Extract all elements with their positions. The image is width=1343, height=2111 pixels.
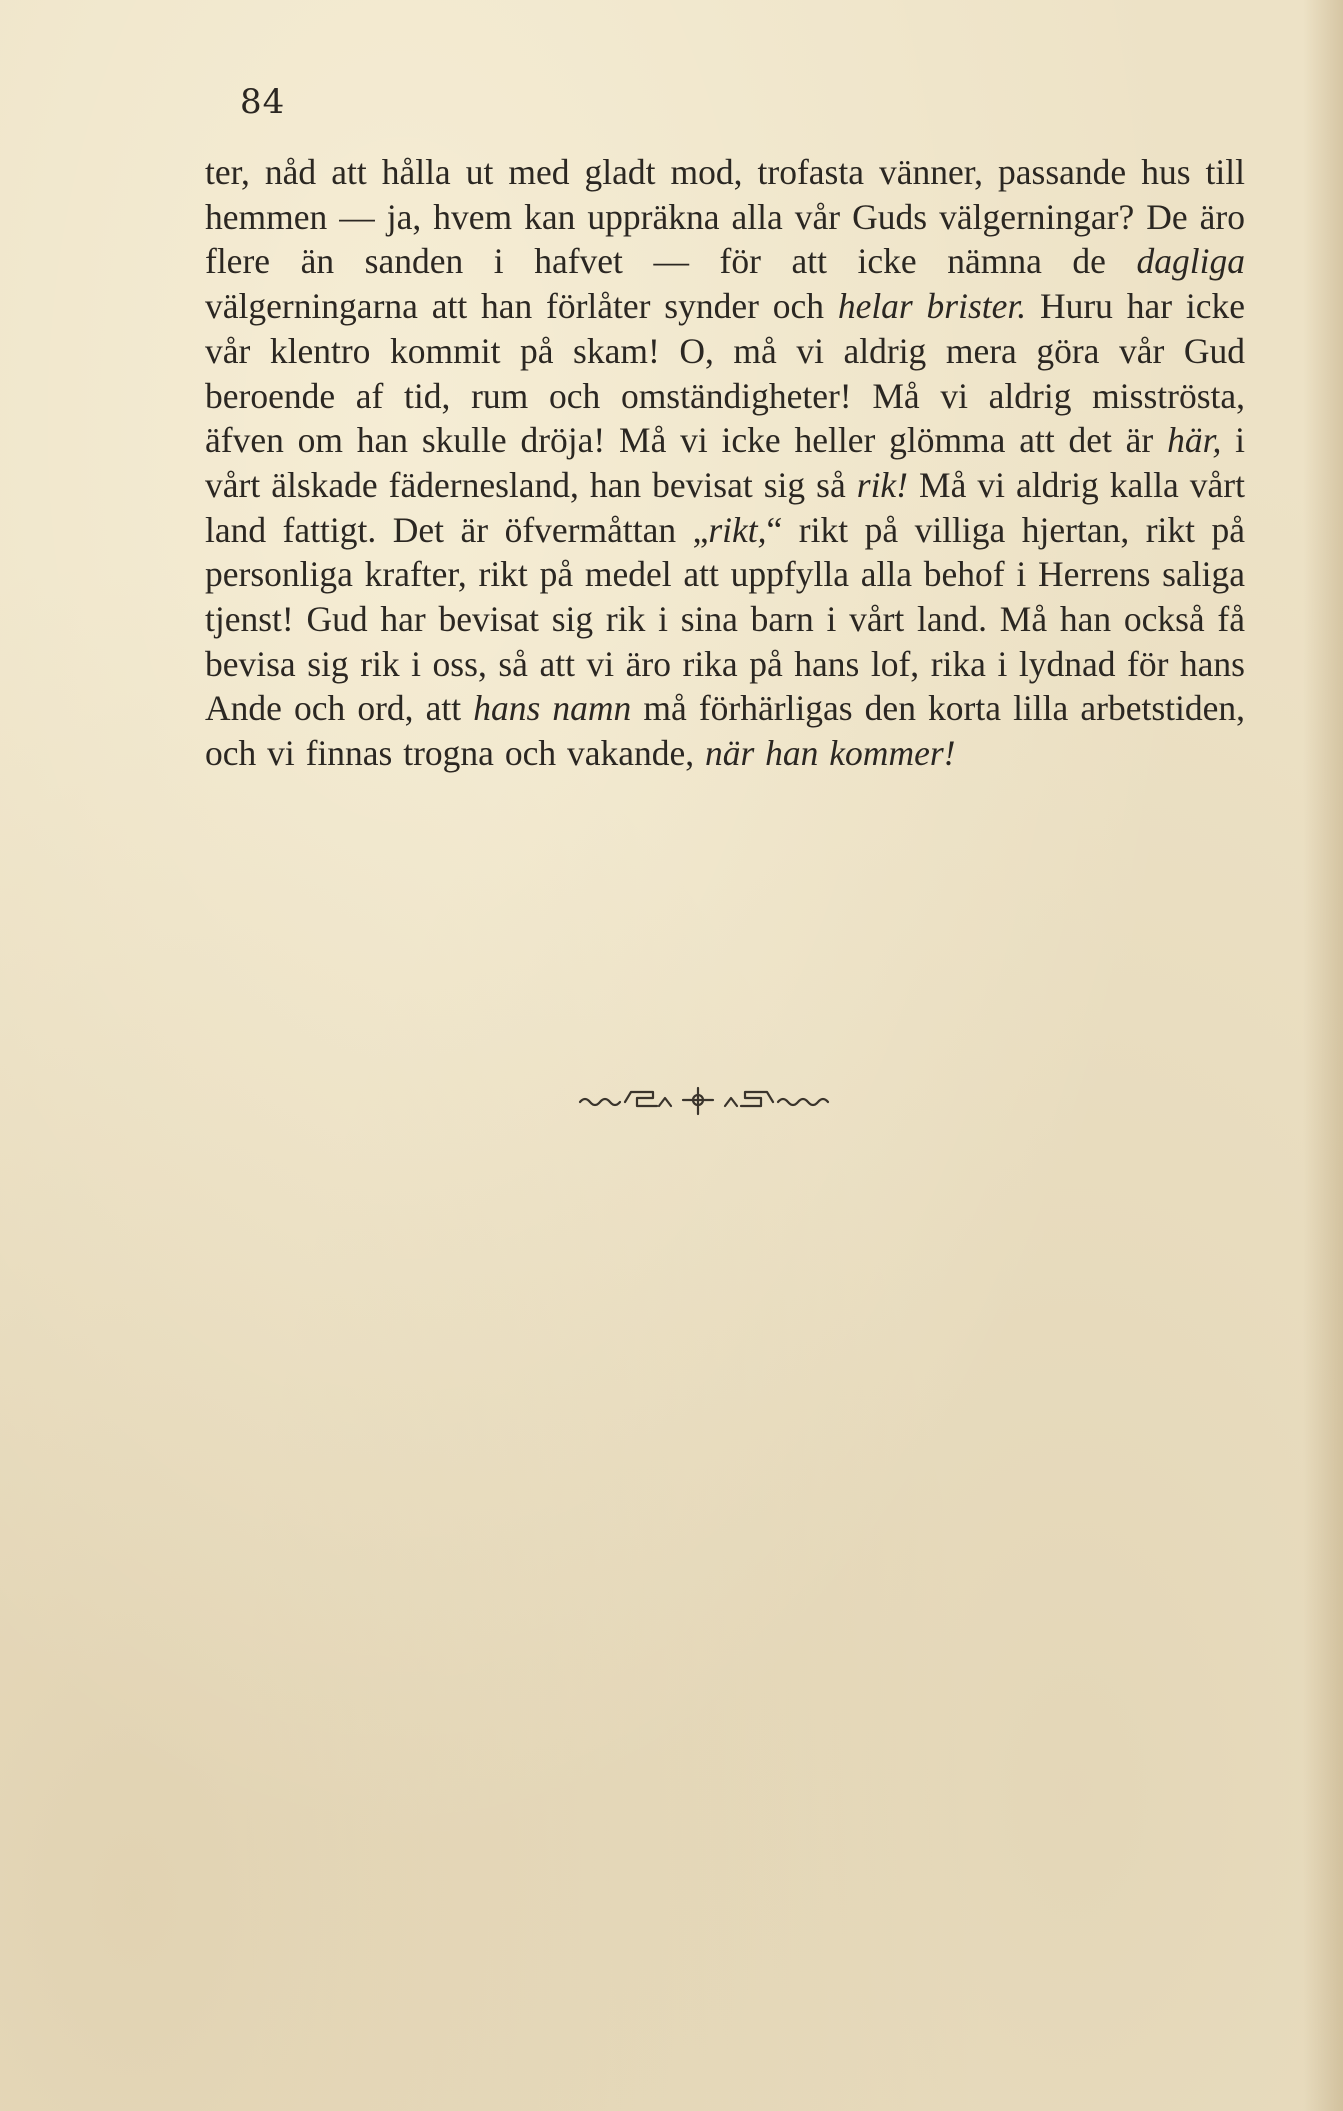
italic-text-run: rikt, [708, 509, 767, 550]
text-run: Huru har icke vår klentro kommit på skam! O, må vi aldrig mera göra vår Gud beroende af tid, rum och omständigheter! Må vi aldrig misströsta, äfven om han skulle dröja! Må vi icke heller glömma att det är [205, 286, 1245, 461]
text-run: välgerningarna att han förlåter synder och [205, 286, 838, 327]
italic-text-run: rik! [856, 464, 909, 505]
italic-text-run: här, [1167, 420, 1222, 461]
italic-text-run: när han kommer! [704, 733, 956, 774]
text-run: må förhärligas den korta lilla arbetstiden, och vi finnas trogna och vakande, [205, 688, 1245, 774]
italic-text-run: hans namn [473, 688, 632, 729]
page-edge-shadow [1303, 0, 1343, 2111]
page-number: 84 [240, 82, 286, 122]
body-paragraph [205, 150, 1245, 776]
decorative-tailpiece-icon [575, 1080, 875, 1120]
text-run: “ rikt på villiga hjertan, rikt på personliga krafter, rikt på medel att uppfylla alla behof i Herrens saliga tjenst! Gud har bevisat sig rik i sina barn i vårt land. Må han också få bevisa sig rik i oss, så att vi äro rika på hans lof, rika i lydnad för hans Ande och ord, att [205, 509, 1245, 729]
text-run: Må vi aldrig kalla vårt land fattigt. Det är öfvermåttan „ [205, 464, 1245, 550]
italic-text-run: helar brister. [837, 286, 1027, 327]
text-run: ter, nåd att hålla ut med gladt mod, trofasta vänner, passande hus till hemmen — ja, hvem kan uppräkna alla vår Guds välgerningar? De äro flere än sanden i hafvet — för att icke nämna de [205, 152, 1245, 282]
italic-text-run: dagliga [1136, 241, 1245, 282]
text-run: i vårt älskade fädernesland, han bevisat sig så [205, 420, 1245, 505]
